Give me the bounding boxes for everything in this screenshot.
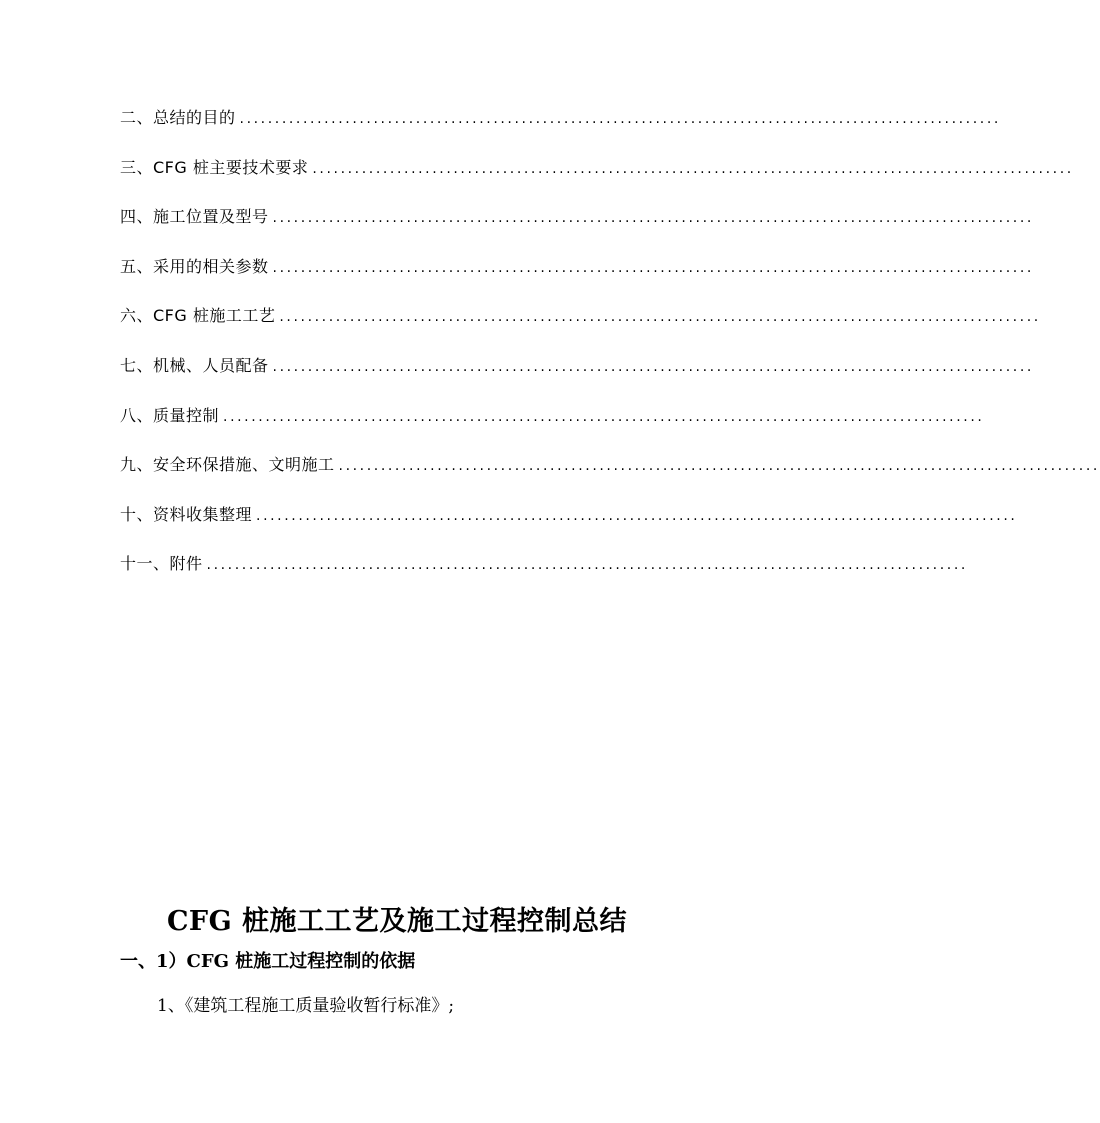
toc-item[interactable]	[120, 106, 1001, 156]
table-of-contents	[120, 106, 1100, 602]
toc-item-label: 十一、附件	[120, 554, 203, 574]
toc-item-label: 二、总结的目的	[120, 108, 236, 127]
toc-item[interactable]	[120, 205, 1034, 255]
toc-item[interactable]	[120, 354, 1034, 404]
toc-item[interactable]	[120, 304, 1041, 354]
toc-item[interactable]	[120, 404, 985, 454]
toc-item-label: 五、采用的相关参数	[120, 256, 269, 276]
toc-item-label: 九、安全环保措施、文明施工	[120, 455, 335, 475]
toc-dot-leader: ............................................................................................................	[279, 309, 1041, 326]
toc-dot-leader: ............................................................................................................	[223, 408, 985, 425]
toc-dot-leader: ............................................................................................................	[272, 259, 1034, 276]
document-title: CFG 桩施工工艺及施工过程控制总结	[166, 906, 628, 937]
toc-item-label: 六、CFG 桩施工工艺	[120, 306, 276, 326]
toc-dot-leader: ............................................................................................................	[338, 458, 1100, 475]
toc-item-label: 八、质量控制	[120, 405, 220, 425]
toc-item[interactable]	[120, 255, 1034, 305]
toc-dot-leader: ............................................................................................................	[272, 210, 1034, 227]
toc-dot-leader: ............................................................................................................	[312, 160, 1074, 177]
toc-dot-leader: ............................................................................................................	[206, 557, 968, 574]
toc-item[interactable]	[120, 453, 1100, 503]
toc-item-label: 七、机械、人员配备	[120, 355, 269, 375]
section-heading: 一、1）CFG 桩施工过程控制的依据	[120, 951, 416, 972]
toc-dot-leader: ............................................................................................................	[239, 111, 1001, 127]
toc-item-label: 三、CFG 桩主要技术要求	[120, 157, 309, 177]
toc-dot-leader: ............................................................................................................	[256, 507, 1018, 524]
toc-item[interactable]	[120, 503, 1018, 553]
toc-dot-leader: ............................................................................................................	[272, 358, 1034, 375]
toc-item-label: 十、资料收集整理	[120, 504, 253, 524]
toc-item[interactable]	[120, 552, 968, 602]
body-paragraph: 1、《建筑工程施工质量验收暂行标准》;	[157, 996, 455, 1016]
toc-item[interactable]	[120, 156, 1074, 206]
toc-item-label: 四、施工位置及型号	[120, 207, 269, 227]
